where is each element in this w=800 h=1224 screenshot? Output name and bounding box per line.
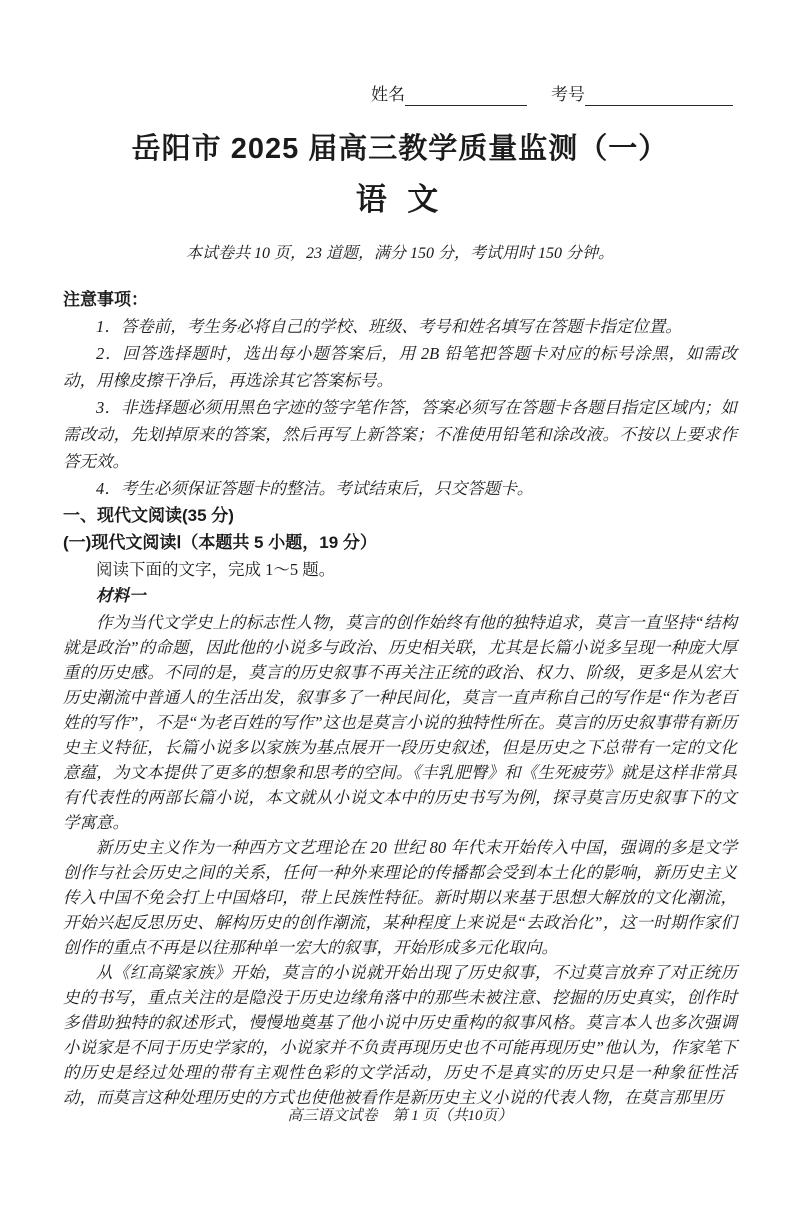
student-info-row	[371, 84, 737, 106]
student-name-blank-line	[405, 87, 527, 106]
exam-title: 岳阳市 2025 届高三教学质量监测（一）	[131, 133, 669, 165]
page-footer: 高三语文试卷 第 1 页（共10页）	[287, 1108, 513, 1124]
notice-item-1: 1．答卷前，考生务必将自己的学校、班级、考号和姓名填写在答题卡指定位置。	[96, 317, 682, 336]
notice-item-3: 3．非选择题必须用黑色字迹的签字笔作答，答案必须写在答题卡各题目指定区域内；如需改动，先划掉原来的答案，然后再写上新答案；不准使用铅笔和涂改液。不按以上要求作答无效。	[63, 398, 737, 471]
material-one-label: 材料一	[96, 587, 146, 605]
student-name-label: 姓名	[371, 85, 405, 104]
subject-title: 语 文	[355, 182, 445, 217]
passage-paragraph-1: 作为当代文学史上的标志性人物，莫言的创作始终有他的独特追求，莫言一直坚持“结构就是政治”的命题，因此他的小说多与政治、历史相关联，尤其是长篇小说多呈现一种庞大厚重的历史感。不同的是，莫言的历史叙事不再关注正统的政治、权力、阶级，更多是从宏大历史潮流中普通人的生活出发，叙事多了一种民间化，莫言一直声称自己的写作是“作为老百姓的写作”，不是“为老百姓的写作”这也是莫言小说的独特性所在。莫言的历史叙事带有新历史主义特征，长篇小说多以家族为基点展开一段历史叙述，但是历史之下总带有一定的文化意蕴，为文本提供了更多的想象和思考的空间。《丰乳肥臀》和《生死疲劳》就是这样非常具有代表性的两部长篇小说，本文就从小说文本中的历史书写为例，探寻莫言历史叙事下的文学寓意。	[63, 613, 737, 832]
notice-item-4: 4．考生必须保证答题卡的整洁。考试结束后，只交答题卡。	[96, 479, 534, 498]
reading-instruction: 阅读下面的文字，完成 1～5 题。	[96, 560, 336, 579]
subsection-heading: (一)现代文阅读Ⅰ（本题共 5 小题，19 分）	[63, 533, 377, 552]
exam-number-blank-line	[585, 87, 733, 106]
notice-item-2: 2．回答选择题时，选出每小题答案后，用 2B 铅笔把答题卡对应的标号涂黑，如需改动，用橡皮擦干净后，再选涂其它答案标号。	[63, 344, 737, 390]
passage-paragraph-2: 新历史主义作为一种西方文艺理论在 20 世纪 80 年代末开始传入中国，强调的多是文学创作与社会历史之间的关系，任何一种外来理论的传播都会受到本土化的影响，新历史主义传入中国不免会打上中国烙印，带上民族性特征。新时期以来基于思想大解放的文化潮流，开始兴起反思历史、解构历史的创作潮流，某种程度上来说是“去政治化”，这一时期作家们创作的重点不再是以往那种单一宏大的叙事，开始形成多元化取向。	[63, 838, 737, 957]
notice-heading: 注意事项：	[63, 290, 148, 309]
section-heading: 一、现代文阅读(35 分)	[63, 506, 234, 525]
exam-info-line: 本试卷共 10 页，23 道题，满分 150 分，考试用时 150 分钟。	[185, 245, 614, 262]
passage-paragraph-3: 从《红高粱家族》开始，莫言的小说就开始出现了历史叙事，不过莫言放弃了对正统历史的书写，重点关注的是隐没于历史边缘角落中的那些未被注意、挖掘的历史真实，创作时多借助独特的叙述形式，慢慢地奠基了他小说中历史重构的叙事风格。莫言本人也多次强调小说家是不同于历史学家的，小说家并不负责再现历史也不可能再现历史”他认为，作家笔下的历史是经过处理的带有主观性色彩的文学活动，历史不是真实的历史只是一种象征性活动，而莫言这种处理历史的方式也使他被看作是新历史主义小说的代表人物，在莫言那里历	[63, 963, 737, 1107]
exam-number-label: 考号	[551, 85, 585, 104]
